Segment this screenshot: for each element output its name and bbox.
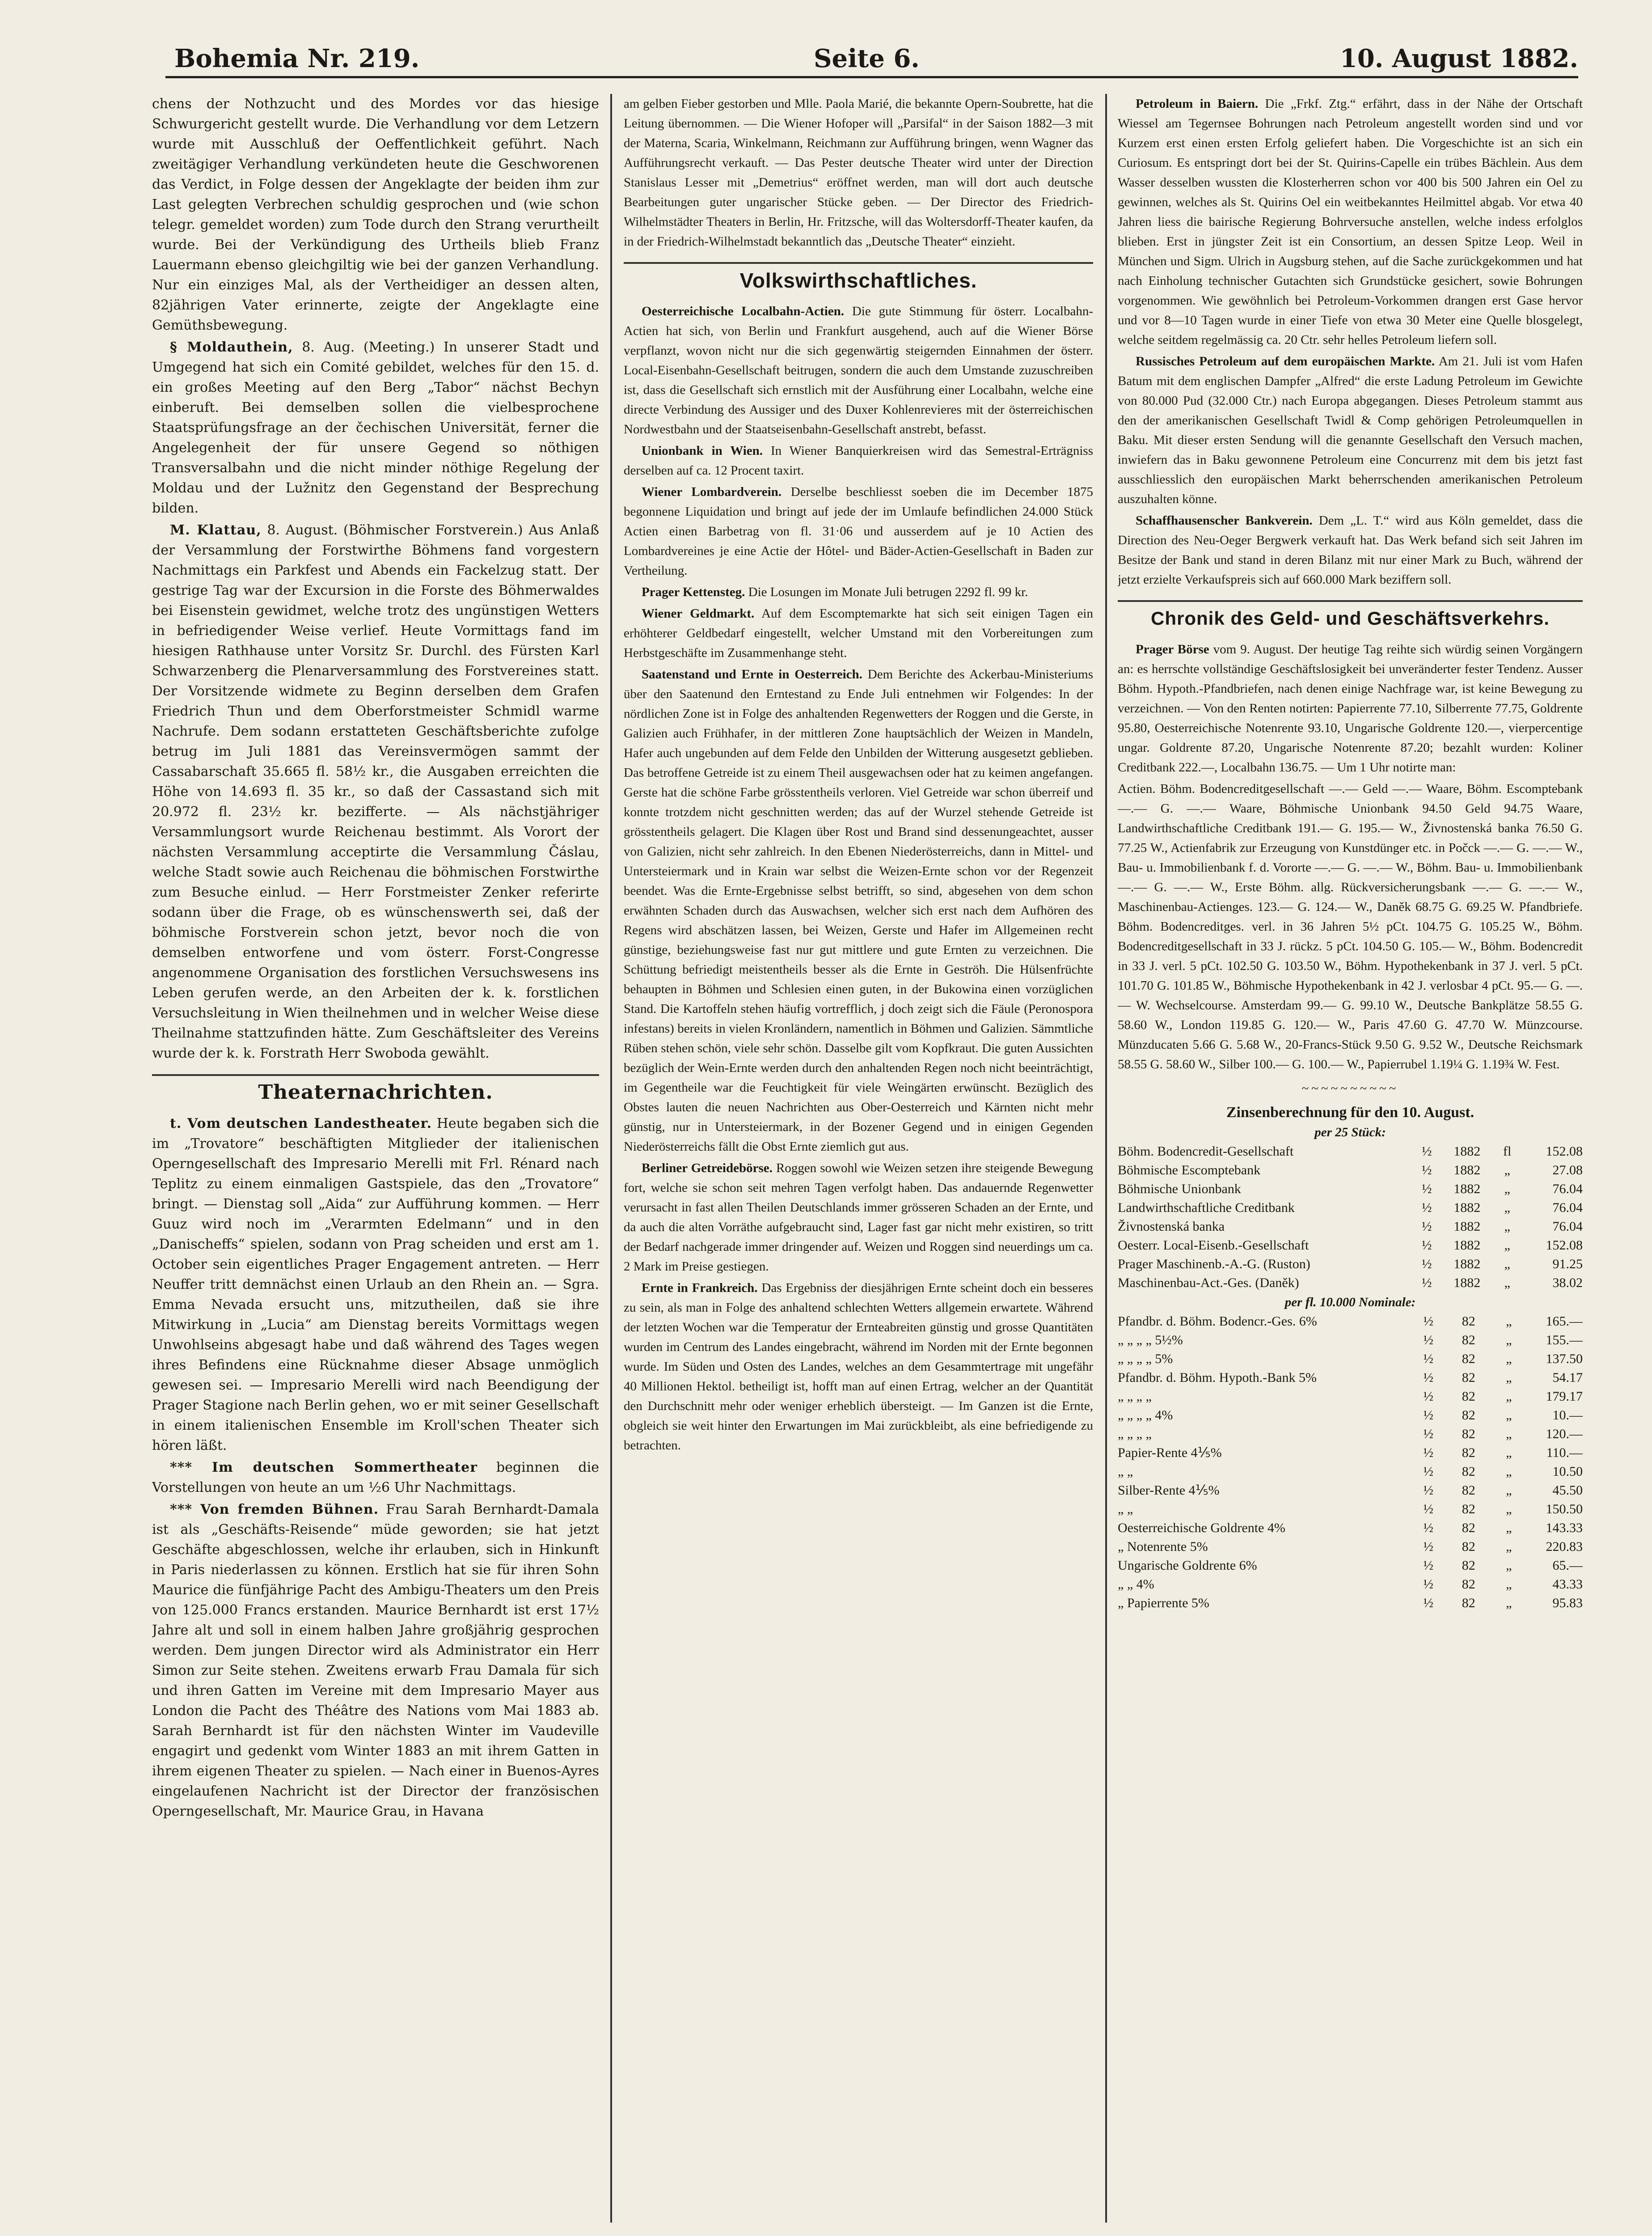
row-year: 82 — [1462, 1370, 1475, 1385]
row-fraction: ½ — [1423, 1558, 1433, 1573]
table-row — [1118, 1331, 1583, 1350]
row-currency: „ — [1506, 1596, 1512, 1610]
row-value: 179.17 — [1546, 1389, 1583, 1404]
row-year: 82 — [1462, 1427, 1475, 1441]
table-row — [1118, 1481, 1583, 1500]
article-lead: Oesterreichische Localbahn-Actien. — [642, 304, 844, 318]
interest-table-subtitle-nominal: per fl. 10.000 Nominale: — [1284, 1295, 1416, 1309]
row-value: 110.— — [1546, 1445, 1583, 1460]
article-lead: Unionbank in Wien. — [642, 444, 763, 458]
table-row — [1118, 1142, 1583, 1161]
article-text: Auf dem Escomptemarkte hat sich seit einigen Tagen ein erhöhterer Geldbedarf eingestellt, welcher Umstand mit den Vorbereitungen zum Herbstgeschäfte im Zusammenhange steht. — [624, 606, 1093, 660]
table-row — [1118, 1387, 1583, 1406]
row-year: 1882 — [1453, 1182, 1481, 1196]
article-ernte-frankreich — [624, 1278, 1093, 1455]
article-kettensteg — [624, 582, 1093, 602]
row-name: Oesterr. Local-Eisenb.-Gesellschaft — [1118, 1238, 1309, 1253]
row-fraction: ½ — [1423, 1577, 1433, 1592]
column-1 — [152, 94, 599, 2223]
row-value: 150.50 — [1546, 1502, 1583, 1516]
article-text: beginnen die Vorstellungen von heute an um ½6 Uhr Nachmittags. — [152, 1460, 599, 1495]
row-fraction: ½ — [1423, 1314, 1433, 1329]
row-fraction: ½ — [1423, 1520, 1433, 1535]
article-lead: M. Klattau, — [170, 522, 262, 538]
article-text: 8. Aug. (Meeting.) In unserer Stadt und Umgegend hat sich ein Comité gebildet, welches für den 15. d. ein großes Meeting auf den Berg „Tabor“ nächst Bechyn einberuft. Bei demselben sollen die vielbesprochene Staatsprüfungsfrage an der čechischen Universität, ferner die Angelegenheit der für unsere Gegend so nöthigen Transversalbahn und die nicht minder nöthige Regelung der Moldau und der Lužnitz den Gegenstand der Besprechung bilden. — [152, 339, 599, 516]
row-year: 1882 — [1453, 1238, 1481, 1253]
row-year: 1882 — [1453, 1200, 1481, 1215]
article-text: Roggen sowohl wie Weizen setzen ihre steigende Bewegung fort, welche sie schon seit mehren Tagen verfolgt haben. Das andauernde Regenwetter verursacht in fast allen Theilen Deutschlands immer grösseren Schaden an der Ernte, und da auch die alten Vorräthe aufgebraucht sind, Lager fast gar nicht mehr existiren, so tritt der Bedarf nachgerade immer dringender auf. Weizen und Roggen sind neuerdings um ca. 2 Mark im Preise gestiegen. — [624, 1161, 1093, 1274]
row-fraction: ½ — [1423, 1370, 1433, 1385]
row-year: 82 — [1462, 1520, 1475, 1535]
article-lead: t. Vom deutschen Landestheater. — [170, 1116, 432, 1131]
row-name: Oesterreichische Goldrente 4% — [1118, 1520, 1285, 1535]
table-row — [1118, 1350, 1583, 1368]
column-3 — [1118, 94, 1583, 2223]
row-year: 1882 — [1453, 1275, 1481, 1290]
article-lead: Prager Börse — [1136, 642, 1209, 656]
row-fraction: ½ — [1421, 1144, 1432, 1159]
row-year: 82 — [1462, 1333, 1475, 1347]
row-year: 1882 — [1453, 1163, 1481, 1177]
row-value: 120.— — [1546, 1427, 1583, 1441]
article-text: chens der Nothzucht und des Mordes vor das hiesige Schwurgericht gestellt wurde. Die Verhandlung vor dem Letzern wurde mit Ausschluß der Oeffentlichkeit geführt. Nach zweitägiger Verhandlung verkündeten heute die Geschworenen das Verdict, in Folge dessen der Angeklagte der beiden ihm zur Last gelegten Verbrechen schuldig gesprochen und (wie schon telegr. gemeldet worden) zum Tode durch den Strang verurtheilt wurde. Bei der Verkündigung des Urtheils blieb Franz Lauermann ebenso gleichgiltig wie bei der ganzen Verhandlung. Nur ein einziges Mal, als der Vertheidiger an dessen alten, 82jährigen Vater erinnerte, zeigte der Angeklagte eine Gemüthsbewegung. — [152, 96, 599, 333]
row-name: Pfandbr. d. Böhm. Bodencr.-Ges. 6% — [1118, 1314, 1317, 1329]
article-klattau — [152, 520, 599, 1063]
wavy-divider: ~~~~~~~~~~ — [1301, 1081, 1399, 1096]
row-currency: „ — [1506, 1502, 1512, 1516]
article-text: Die gute Stimmung für österr. Localbahn-Actien hat sich, von Berlin und Frankfurt ausgehend, auch auf die Wiener Börse verpflanzt, wovon nicht nur die sich gegenwärtig steigernden Einnahmen der österr. Local-Eisenbahn-Gesellschaft beitrugen, sondern die auch dem Umstande zuzuschreiben ist, dass die Gesellschaft sich ernstlich mit der Ausführung einer Localbahn, welche eine directe Verbindung des Aussiger und des Duxer Kohlenrevieres mit der österreichischen Nordwestbahn und der Staatseisenbahn-Gesellschaft anstrebt, befasst. — [624, 304, 1093, 436]
page-number: Seite 6. — [814, 44, 920, 73]
article-unionbank — [624, 441, 1093, 480]
row-name: Maschinenbau-Act.-Ges. (Daněk) — [1118, 1275, 1299, 1290]
row-year: 1882 — [1453, 1219, 1481, 1234]
article-sommertheater — [152, 1457, 599, 1498]
row-currency: „ — [1506, 1351, 1512, 1366]
row-value: 220.83 — [1546, 1539, 1583, 1554]
article-text: Heute begaben sich die im „Trovatore“ beschäftigten Mitglieder der italienischen Operngesellschaft des Impresario Merelli mit Frl. Rénard nach Teplitz zu einem einmaligen Gastspiele, das den „Trovatore“ bringt. — Dienstag soll „Aida“ zur Aufführung kommen. — Herr Guuz wird noch im „Verarmten Edelmann“ und in den „Danischeffs“ spielen, sodann von Prag scheiden und erst am 1. October sein eigentliches Prager Engagement antreten. — Herr Neuffer tritt demnächst einen Urlaub an den Rhein an. — Sgra. Emma Nevada ersucht uns, mitzutheilen, daß sie ihre Mitwirkung in „Lucia“ am Dienstag bereits Vormittags wegen Unwohlseins abgesagt habe und daß während des Tages wegen ihres Befindens eine Rücknahme dieser Absage unmöglich gewesen sei. — Impresario Merelli wird nach Beendigung der Prager Stagione nach Berlin gehen, wo er mit seiner Gesellschaft in einem italienischen Ensemble im Kroll'schen Theater sich hören läßt. — [152, 1116, 599, 1453]
row-year: 82 — [1462, 1502, 1475, 1516]
table-row — [1118, 1161, 1583, 1180]
article-bankverein — [1118, 511, 1583, 589]
row-fraction: ½ — [1421, 1163, 1432, 1177]
row-value: 76.04 — [1552, 1219, 1583, 1234]
article-lead: *** Im deutschen Sommertheater — [170, 1460, 478, 1475]
row-currency: „ — [1504, 1257, 1510, 1271]
table-row — [1118, 1274, 1583, 1292]
row-currency: „ — [1504, 1163, 1510, 1177]
row-name: „ „ — [1118, 1464, 1133, 1479]
row-fraction: ½ — [1423, 1539, 1433, 1554]
row-year: 82 — [1462, 1539, 1475, 1554]
article-text: Die „Frkf. Ztg.“ erfährt, dass in der Nähe der Ortschaft Wiessel am Tegernsee Bohrungen nach Petroleum angestellt worden sind und vor Kurzem erst einen ersten Erfolg geliefert haben. Die Vorgeschichte ist an sich ein Curiosum. Es entspringt dort bei der St. Quirins-Capelle ein trübes Bächlein. Aus dem Wasser desselben wussten die Klosterherren schon vor 400 bis 500 Jahren ein Oel zu gewinnen, welches als St. Quirins Oel ein weitbekanntes Heilmittel abgab. Vor etwa 40 Jahren liess die bairische Regierung Bohrversuche anstellen, welche indess erfolglos blieben. Erst in jüngster Zeit ist ein Consortium, an dessen Spitze Leop. Weil in München und Sigm. Ulrich in Augsburg stehen, auf die Sache zurückgekommen und hat nach Einholung technischer Gutachten sich Grundstücke gesichert, sowie Bohrungen vorgenommen. Wie gewöhnlich bei Petroleum-Vorkommen drangen erst Gase hervor und vor 8—10 Tagen wurde in einer Tiefe von etwa 30 Meter eine Quelle blosgelegt, welche seitdem regelmässig ca. 20 Ctr. sehr helles Petroleum liefern soll. — [1118, 97, 1583, 347]
row-year: 82 — [1462, 1483, 1475, 1498]
page-header — [165, 40, 1578, 78]
table-row — [1118, 1406, 1583, 1425]
row-name: Landwirthschaftliche Creditbank — [1118, 1200, 1295, 1215]
row-fraction: ½ — [1421, 1200, 1432, 1215]
article-petroleum-baiern — [1118, 94, 1583, 350]
row-fraction: ½ — [1421, 1219, 1432, 1234]
row-name: „ „ „ „ 5½% — [1118, 1333, 1183, 1347]
table-row — [1118, 1500, 1583, 1519]
interest-table-bonds — [1118, 1312, 1583, 1613]
row-value: 91.25 — [1552, 1257, 1583, 1271]
row-fraction: ½ — [1423, 1464, 1433, 1479]
table-row — [1118, 1217, 1583, 1236]
row-fraction: ½ — [1423, 1483, 1433, 1498]
row-year: 82 — [1462, 1577, 1475, 1592]
row-currency: „ — [1504, 1219, 1510, 1234]
row-name: „ „ — [1118, 1502, 1133, 1516]
table-row — [1118, 1519, 1583, 1537]
row-value: 76.04 — [1552, 1200, 1583, 1215]
row-currency: „ — [1504, 1275, 1510, 1290]
row-value: 45.50 — [1552, 1483, 1583, 1498]
article-text: Dem „L. T.“ wird aus Köln gemeldet, dass die Direction des Neu-Oeger Bergwerk verkauft hat. Das Werk befand sich seit Jahren im Besitze der Bank und stand in deren Bilanz mit nur einer Mark zu Buch, während der jetzt erzielte Verkaufspreis sich auf 660.000 Mark beziffern soll. — [1118, 513, 1583, 587]
row-currency: „ — [1506, 1370, 1512, 1385]
article-lead: § Moldauthein, — [170, 339, 293, 355]
article-lead: Russisches Petroleum auf dem europäischen Markte. — [1136, 354, 1435, 368]
row-currency: „ — [1506, 1333, 1512, 1347]
row-year: 82 — [1462, 1314, 1475, 1329]
interest-table-shares — [1118, 1142, 1583, 1292]
row-fraction: ½ — [1423, 1596, 1433, 1610]
row-value: 54.17 — [1552, 1370, 1583, 1385]
article-text: Die Losungen im Monate Juli betrugen 2292 fl. 99 kr. — [748, 585, 1028, 599]
row-value: 143.33 — [1546, 1520, 1583, 1535]
row-currency: „ — [1506, 1314, 1512, 1329]
row-currency: „ — [1506, 1408, 1512, 1423]
row-currency: „ — [1506, 1389, 1512, 1404]
table-row — [1118, 1180, 1583, 1198]
article-prager-boerse — [1118, 639, 1583, 777]
row-name: Pfandbr. d. Böhm. Hypoth.-Bank 5% — [1118, 1370, 1317, 1385]
table-row — [1118, 1537, 1583, 1556]
article-geldmarkt — [624, 604, 1093, 663]
section-heading-economy: Volkswirthschaftliches. — [624, 262, 1093, 297]
row-value: 38.02 — [1552, 1275, 1583, 1290]
row-name: Prager Maschinenb.-A.-G. (Ruston) — [1118, 1257, 1310, 1271]
article-lead: Saatenstand und Ernte in Oesterreich. — [642, 667, 862, 682]
row-value: 76.04 — [1552, 1182, 1583, 1196]
column-2 — [624, 94, 1093, 2223]
article-saatenstand — [624, 665, 1093, 1156]
article-text: Frau Sarah Bernhardt-Damala ist als „Geschäfts-Reisende“ müde geworden; sie hat jetzt Geschäfte abgeschlossen, welche ihr erlauben, sich in Hinkunft in Paris niederlassen zu können. Erstlich hat sie für ihren Sohn Maurice die fünfjährige Pacht des Ambigu-Theaters um den Preis von 125.000 Francs erstanden. Maurice Bernhardt ist erst 17½ Jahre alt und soll in einem halben Jahre großjährig gesprochen werden. Dem jungen Director wird als Administrator ein Herr Simon zur Seite stehen. Zweitens erwarb Frau Damala für sich und ihren Gatten im Vereine mit dem Impresario Mayer aus London die Pacht des Théâtre des Nations vom Mai 1883 ab. Sarah Bernhardt ist für den nächsten Winter im Vaudeville engagirt und gedenkt vom Winter 1883 an mit ihrem Gatten in ihrem eigenen Theater zu spielen. — Nach einer in Buenos-Ayres eingelaufenen Nachricht ist der Director der französischen Operngesellschaft, Mr. Maurice Grau, in Havana — [152, 1502, 599, 1819]
row-currency: „ — [1506, 1464, 1512, 1479]
column-divider — [1105, 94, 1107, 2223]
article-russisches-petroleum — [1118, 351, 1583, 509]
row-fraction: ½ — [1423, 1351, 1433, 1366]
row-fraction: ½ — [1423, 1333, 1433, 1347]
section-heading-chronik: Chronik des Geld- und Geschäftsverkehrs. — [1118, 600, 1583, 635]
article-moldauthein — [152, 337, 599, 518]
row-currency: „ — [1504, 1238, 1510, 1253]
column-divider — [610, 94, 612, 2223]
row-name: Papier-Rente 4⅕% — [1118, 1445, 1222, 1460]
table-row — [1118, 1198, 1583, 1217]
table-row — [1118, 1312, 1583, 1331]
article-lead: Schaffhausenscher Bankverein. — [1136, 513, 1313, 528]
row-name: „ „ „ „ — [1118, 1389, 1152, 1404]
row-year: 1882 — [1453, 1144, 1481, 1159]
section-heading-theater: Theaternachrichten. — [152, 1074, 599, 1109]
article-lombardverein — [624, 482, 1093, 580]
table-row — [1118, 1255, 1583, 1274]
row-value: 137.50 — [1546, 1351, 1583, 1366]
row-fraction: ½ — [1423, 1427, 1433, 1441]
row-fraction: ½ — [1423, 1445, 1433, 1460]
article-landestheater — [152, 1114, 599, 1456]
interest-table-title: Zinsenberechnung für den 10. August. — [1226, 1104, 1475, 1121]
row-fraction: ½ — [1421, 1238, 1432, 1253]
row-fraction: ½ — [1423, 1502, 1433, 1516]
table-row — [1118, 1425, 1583, 1444]
row-name: „ „ „ „ 5% — [1118, 1351, 1173, 1366]
row-value: 152.08 — [1546, 1238, 1583, 1253]
row-name: „ „ „ „ 4% — [1118, 1408, 1173, 1423]
row-name: „ „ 4% — [1118, 1577, 1154, 1592]
row-name: Ungarische Goldrente 6% — [1118, 1558, 1257, 1573]
article-fremde-buehnen — [152, 1499, 599, 1821]
row-fraction: ½ — [1423, 1408, 1433, 1423]
article-lead: Ernte in Frankreich. — [642, 1281, 758, 1295]
article-lead: *** Von fremden Bühnen. — [170, 1502, 379, 1517]
row-name: Silber-Rente 4⅕% — [1118, 1483, 1220, 1498]
article-text: Am 21. Juli ist vom Hafen Batum mit dem englischen Dampfer „Alfred“ die erste Ladung Petroleum im Gewichte von 80.000 Pud (32.000 Ctr.) nach Europa abgegangen. Dieses Petroleum stammt aus den der amerikanischen Gesellschaft Twidl & Comp gehörigen Petroleumquellen in Baku. Mit dieser ersten Sendung will die genannte Gesellschaft den Versuch machen, inwiefern das in Baku gewonnene Petroleum eine Concurrenz mit dem bis jetzt fast ausschliesslich den europäischen Markt beherrschenden amerikanischen Petroleum auszuhalten könne. — [1118, 354, 1583, 506]
article-quotes: Actien. Böhm. Bodencreditgesellschaft —.— Geld —.— Waare, Böhm. Escomptebank —.— G. —.— Waare, Böhmische Unionbank 94.50 Geld 94.75 Waare, Landwirthschaftliche Creditbank 191.— G. 195.— W., Živnostenská banka 76.50 G. 77.25 W., Actienfabrik zur Erzeugung von Kunstdünger etc. in Počck —.— G. —.— W., Bau- u. Immobilienbank f. d. Vororte —.— G. —.— W., Böhm. Bau- u. Immobilienbank —.— G. —.— W., Erste Böhm. allg. Rückversicherungsbank —.— G. —.— W., Maschinenbau-Actienges. 123.— G. 124.— W., Daněk 68.75 G. 69.25 W. Pfandbriefe. Böhm. Bodencreditges. verl. in 36 Jahren 5½ pCt. 104.75 G. 105.25 W., Böhm. Bodencreditgesellschaft in 33 J. rückz. 5 pCt. 104.50 G. 105.— W., Böhm. Bodencredit in 33 J. verl. 5 pCt. 102.50 G. 103.50 W., Böhm. Hypothekenbank in 37 J. verl. 5 pCt. 101.70 G. 101.85 W., Böhmische Hypothekenbank in 42 J. verlosbar 4 pCt. 95.— G. —.— W. Wechselcourse. Amsterdam 99.— G. 99.10 W., Deutsche Bankplätze 58.55 G. 58.60 W., London 119.85 G. 120.— W., Paris 47.60 G. 47.70 W. Münzcourse. Münzducaten 5.66 G. 5.68 W., 20-Francs-Stück 9.50 G. 9.52 W., Deutsche Reichsmark 58.55 G. 58.60 W., Silber 100.— G. 100.— W., Papierrubel 1.19¼ G. 1.19¾ W. Fest. — [1118, 782, 1583, 1071]
row-currency: „ — [1506, 1483, 1512, 1498]
row-year: 82 — [1462, 1445, 1475, 1460]
row-currency: „ — [1506, 1577, 1512, 1592]
row-value: 152.08 — [1546, 1144, 1583, 1159]
row-year: 82 — [1462, 1389, 1475, 1404]
table-row — [1118, 1462, 1583, 1481]
table-row — [1118, 1594, 1583, 1613]
row-currency: „ — [1504, 1182, 1510, 1196]
table-row — [1118, 1556, 1583, 1575]
row-fraction: ½ — [1421, 1182, 1432, 1196]
row-year: 82 — [1462, 1408, 1475, 1423]
table-row — [1118, 1368, 1583, 1387]
row-value: 95.83 — [1552, 1596, 1583, 1610]
row-name: „ „ „ „ — [1118, 1427, 1152, 1441]
row-value: 43.33 — [1552, 1577, 1583, 1592]
row-name: „ Papierrente 5% — [1118, 1596, 1209, 1610]
article-text: Dem Berichte des Ackerbau-Ministeriums über den Saatenund den Erntestand zu Ende Juli entnehmen wir Folgendes: In der nördlichen Zone ist in Folge des anhaltenden Regenwetters der Roggen und die Gerste, in Galizien auch Frühhafer, in der mittleren Zone hauptsächlich der Weizen in Mandeln, Hafer auch ungebunden auf dem Felde den Unbilden der Witterung ausgesetzt geblieben. Das betroffene Getreide ist zu einem Theil ausgewachsen oder hat zu keimen angefangen. Gerste hat die schöne Farbe grösstentheils verloren. Viel Getreide war schon überreif und konnte trotzdem nicht geschnitten werden; das auf der Wurzel stehende Getreide ist grösstentheils gelagert. Die Klagen über Rost und Brand sind dessenungeachtet, ausser von Galizien, nicht sehr zahlreich. In den Ebenen Niederösterreichs, dann in Mittel- und Untersteiermark und in Krain war selbst die Weizen-Ernte schon vor der Regenzeit beendet. Was die Ernte-Ergebnisse selbst betrifft, so sind, abgesehen von dem schon erwähnten Schaden durch das Auswachsen, welcher sich erst nach dem Aufhören des Regens wird abschätzen lassen, bei Weizen, Gerste und Hafer im Allgemeinen recht günstige, beziehungsweise fast nur gut mittlere und gute Ernten zu verzeichnen. Die Schüttung befriedigt meistentheils besser als die Ernte in Geströh. Die Hülsenfrüchte behaupten in Böhmen und Schlesien einen guten, in der Bukowina einen vorzüglichen Stand. Die Kartoffeln stehen häufig vortrefflich, j doch zeigt sich die Fäule (Peronospora infestans) bereits in vielen Kronländern, namentlich in Böhmen und Galizien. Sämmtliche Rüben stehen schön, viele sehr schön. Dasselbe gilt vom Kopfkraut. Die guten Aussichten bezüglich der Wein-Ernte werden durch den anhaltenden Regen noch nicht beeinträchtigt, im Gegentheile war die Feuchtigkeit für viele Weingärten erwünscht. Bezüglich des Obstes lauten die neuen Nachrichten aus Ober-Oesterreich und Kärnten nicht mehr günstig, nur in Untersteiermark, in der Bozener Gegend und in einigen Gegenden Niederösterreichs fällt die Obst Ernte ziemlich gut aus. — [624, 667, 1093, 1154]
article-text: Das Ergebniss der diesjährigen Ernte scheint doch ein besseres zu sein, als man in Folge des anhaltend schlechten Wetters allgemein erwartete. Während der letzten Wochen war die Temperatur der Ernteabreiten günstig und grosse Quantitäten wurden im Centrum des Landes eingebracht, während im Norden mit der Ernte begonnen wurde. Im Süden und Osten des Landes, welches an dem Gesammtertrage mit ungefähr 40 Millionen Hektol. betheiligt ist, hofft man auf einen Ertrag, welcher an der Quantität den Durchschnitt mehr oder weniger erheblich übersteigt. — Im Ganzen ist die Ernte, obgleich sie weit hinter den Erwartungen im Mai zurückbleibt, als eine befriedigende zu betrachten. — [624, 1281, 1093, 1453]
article-lead: Petroleum in Baiern. — [1136, 97, 1259, 111]
row-fraction: ½ — [1421, 1275, 1432, 1290]
row-name: Böhmische Escomptebank — [1118, 1163, 1261, 1177]
article-localbahn — [624, 301, 1093, 439]
row-year: 82 — [1462, 1558, 1475, 1573]
row-year: 1882 — [1453, 1257, 1481, 1271]
newspaper-issue: Bohemia Nr. 219. — [174, 44, 420, 73]
article-text: vom 9. August. Der heutige Tag reihte sich würdig seinen Vorgängern an: es herrschte vollständige Geschäftslosigkeit bei unveränderter fester Tendenz. Ausser Böhm. Hypoth.-Pfandbriefen, nach denen einige Nachfrage war, ist keine Bewegung zu verzeichnen. — Von den Renten notirten: Papierrente 77.10, Silberrente 77.75, Goldrente 95.80, Oesterreichische Notenrente 93.10, Ungarische Goldrente 120.—, vierpercentige ungar. Goldrente 87.20, Ungarische Notenrente 87.20; bezahlt wurden: Koliner Creditbank 222.—, Localbahn 136.75. — Um 1 Uhr notirte man: — [1118, 642, 1583, 775]
row-name: Böhmische Unionbank — [1118, 1182, 1241, 1196]
row-currency: „ — [1506, 1427, 1512, 1441]
row-value: 10.50 — [1552, 1464, 1583, 1479]
row-value: 165.— — [1546, 1314, 1583, 1329]
row-currency: „ — [1506, 1520, 1512, 1535]
row-year: 82 — [1462, 1596, 1475, 1610]
row-currency: fl — [1503, 1144, 1512, 1159]
article-text: In Wiener Banquierkreisen wird das Semestral-Erträgniss derselben auf ca. 12 Procent taxirt. — [624, 444, 1093, 478]
article-getreideboerse — [624, 1158, 1093, 1276]
row-value: 155.— — [1546, 1333, 1583, 1347]
row-fraction: ½ — [1423, 1389, 1433, 1404]
row-name: Böhm. Bodencredit-Gesellschaft — [1118, 1144, 1294, 1159]
row-name: Živnostenská banka — [1118, 1219, 1225, 1234]
row-currency: „ — [1506, 1558, 1512, 1573]
row-currency: „ — [1506, 1539, 1512, 1554]
row-value: 65.— — [1552, 1558, 1583, 1573]
row-name: „ Notenrente 5% — [1118, 1539, 1208, 1554]
table-row — [1118, 1236, 1583, 1255]
article-text: am gelben Fieber gestorben und Mlle. Paola Marié, die bekannte Opern-Soubrette, hat die Leitung übernommen. — Die Wiener Hofoper will „Parsifal“ in der Saison 1882—3 mit der Materna, Scaria, Winkelmann, Reichmann zur Aufführung bringen, wenn Wagner das Aufführungsrecht verkauft. — Das Pester deutsche Theater wird unter der Direction Stanislaus Lesser mit „Demetrius“ eröffnet werden, man will dort auch deutsche Bearbeitungen guter ungarischer Stücke geben. — Der Director des Friedrich-Wilhelmstädter Theaters in Berlin, Hr. Fritzsche, will das Woltersdorff-Theater kaufen, da in der Friedrich-Wilhelmstadt bekanntlich das „Deutsche Theater“ einzieht. — [624, 97, 1093, 249]
row-currency: „ — [1504, 1200, 1510, 1215]
issue-date: 10. August 1882. — [1339, 44, 1578, 73]
article-lead: Wiener Geldmarkt. — [642, 606, 755, 621]
row-year: 82 — [1462, 1351, 1475, 1366]
article-lead: Berliner Getreidebörse. — [642, 1161, 773, 1175]
interest-table-subtitle: per 25 Stück: — [1314, 1125, 1386, 1139]
row-year: 82 — [1462, 1464, 1475, 1479]
row-fraction: ½ — [1421, 1257, 1432, 1271]
article-text: 8. August. (Böhmischer Forstverein.) Aus Anlaß der Versammlung der Forstwirthe Böhmens fand vorgestern Nachmittags ein Parkfest und Abends ein Fackelzug statt. Der gestrige Tag war der Excursion in die Forste des Böhmerwaldes bei Eisenstein gewidmet, welche trotz des ungünstigen Wetters in befriedigender Weise verlief. Heute Vormittags fand im hiesigen Rathhause unter Vorsitz Sr. Durchl. des Fürsten Karl Schwarzenberg die Plenarversammlung des Forstvereines statt. Der Vorsitzende widmete zu Beginn derselben dem Grafen Friedrich Thun und dem Oberforstmeister Schmidl warme Nachrufe. Dem sodann erstatteten Geschäftsberichte zufolge betrug im Juli 1881 das Vereinsvermögen sammt der Cassabarschaft 35.665 fl. 58½ kr., die Ausgaben erreichten die Höhe von 14.693 fl. 35 kr., so daß der Cassastand sich mit 20.972 fl. 23½ kr. bezifferte. — Als nächstjähriger Versammlungsort wurde Reichenau bestimmt. Als Vorort der nächsten Versammlung acceptirte die Versammlung Čáslau, welche Stadt sowie auch Reichenau die böhmischen Forstwirthe zum Besuche einlud. — Herr Forstmeister Zenker referirte sodann über die Frage, ob es wünschenswerth sei, daß der böhmische Forstverein schon jetzt, bevor noch die von demselben entworfene und vom österr. Forst-Congresse angenommene Organisation des forstlichen Versuchswesens ins Leben gerufen werde, an den Arbeiten der k. k. forstlichen Versuchsleitung in Wien theilnehmen und in welcher Weise diese Theilnahme stattzufinden hätte. Zum Geschäftsleiter des Vereins wurde der k. k. Forstrath Herr Swoboda gewählt. — [152, 522, 599, 1061]
row-currency: „ — [1506, 1445, 1512, 1460]
table-row — [1118, 1444, 1583, 1462]
article-text: Derselbe beschliesst soeben die im December 1875 begonnene Liquidation und bringt auf jede der im Umlaufe befindlichen 24.000 Stück Actien einen Barbetrag von fl. 31·06 und ausserdem auf je 10 Actien des Lombardvereines je eine Actie der Hôtel- und Bäder-Actien-Gesellschaft in Baden zur Vertheilung. — [624, 485, 1093, 578]
row-value: 10.— — [1552, 1408, 1583, 1423]
row-value: 27.08 — [1552, 1163, 1583, 1177]
article-lead: Wiener Lombardverein. — [642, 485, 782, 499]
article-lead: Prager Kettensteg. — [642, 585, 745, 599]
table-row — [1118, 1575, 1583, 1594]
